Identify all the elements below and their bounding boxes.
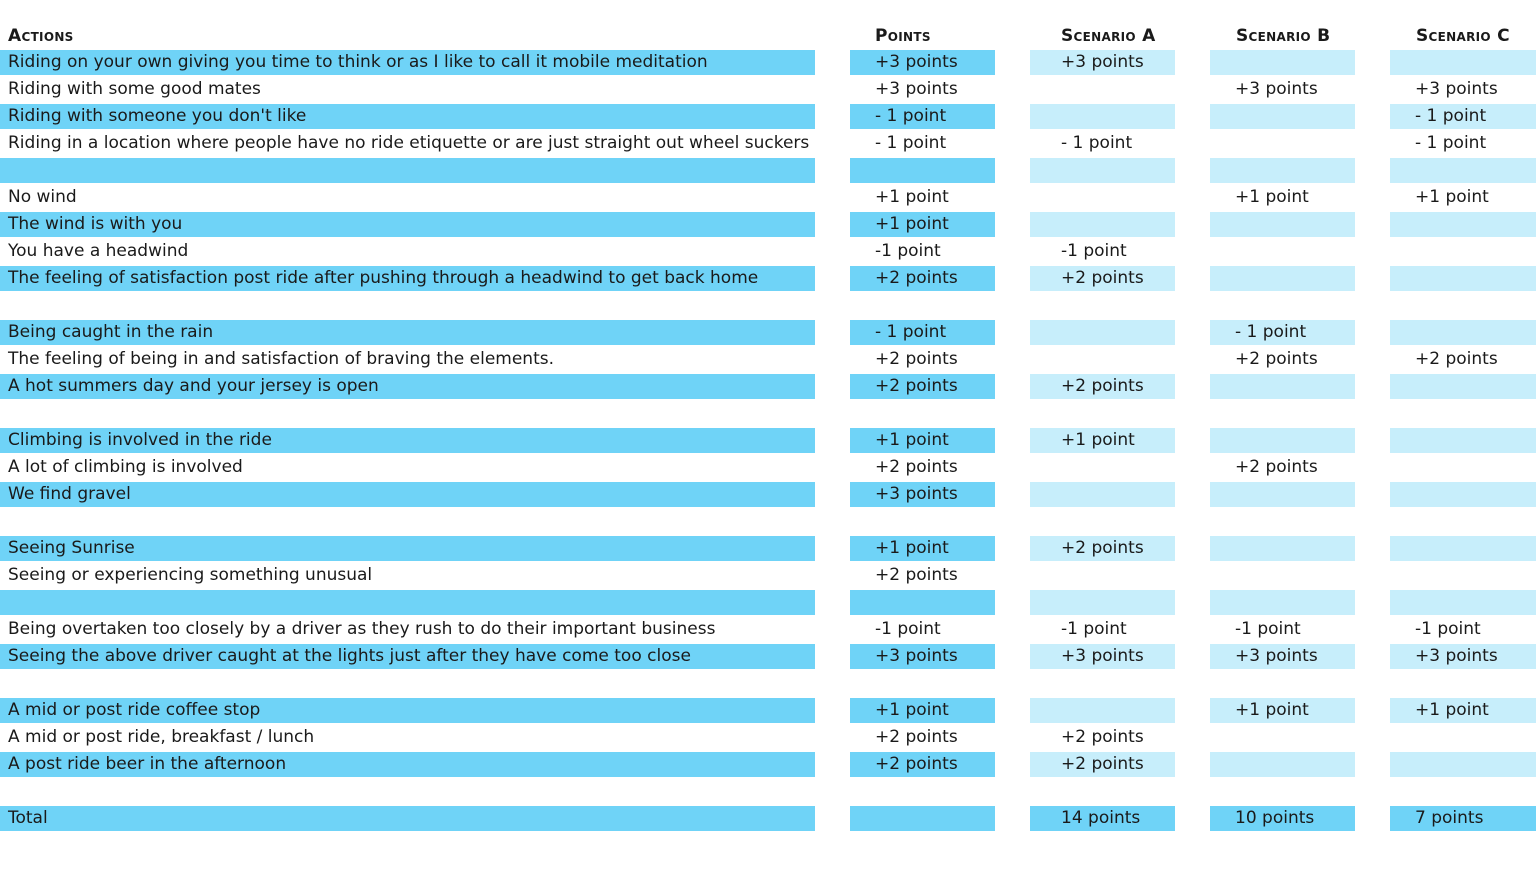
action-cell: Riding with some good mates [8, 79, 261, 99]
points-cell: - 1 point [850, 320, 995, 345]
scenario-a-cell: +1 point [1030, 428, 1175, 453]
action-cell: The wind is with you [0, 212, 815, 237]
scenario-b-cell [1210, 401, 1355, 426]
points-cell: +3 points [875, 79, 958, 99]
scenario-c-cell: +1 point [1390, 698, 1536, 723]
scenario-c-cell [1390, 752, 1536, 777]
scenario-c-cell [1390, 779, 1536, 804]
scenario-c-cell [1390, 482, 1536, 507]
action-cell: Riding with someone you don't like [0, 104, 815, 129]
action-cell [0, 671, 815, 696]
scenario-b-cell: +2 points [1235, 457, 1318, 477]
scenario-b-cell [1210, 590, 1355, 615]
action-cell: You have a headwind [8, 241, 189, 261]
total-scenario-c-cell: 7 points [1390, 806, 1536, 831]
action-cell: A mid or post ride coffee stop [0, 698, 815, 723]
scenario-b-cell [1210, 212, 1355, 237]
scenario-a-cell: - 1 point [1061, 133, 1133, 153]
scenario-b-cell [1210, 563, 1355, 588]
scenario-b-cell [1210, 104, 1355, 129]
scenario-b-cell [1210, 725, 1355, 750]
points-cell: +1 point [850, 536, 995, 561]
scenario-b-cell: +3 points [1235, 79, 1318, 99]
scenario-c-cell [1390, 293, 1536, 318]
action-cell [0, 509, 815, 534]
action-cell: The feeling of being in and satisfaction of braving the elements. [8, 349, 555, 369]
scenario-a-cell [1030, 401, 1175, 426]
total-points-cell [850, 806, 995, 831]
points-cell [850, 779, 995, 804]
points-cell: - 1 point [850, 104, 995, 129]
scenario-c-cell [1390, 158, 1536, 183]
scenario-c-cell [1390, 374, 1536, 399]
action-cell: A hot summers day and your jersey is open [0, 374, 815, 399]
scenario-b-cell [1210, 779, 1355, 804]
scenario-a-cell: +2 points [1030, 752, 1175, 777]
points-cell: +1 point [850, 428, 995, 453]
scenario-b-cell: - 1 point [1210, 320, 1355, 345]
header-scenario-a: Scenario A [1061, 26, 1156, 46]
scenario-b-cell: +1 point [1235, 187, 1309, 207]
scenario-b-cell: +2 points [1235, 349, 1318, 369]
scenario-a-cell: +3 points [1030, 644, 1175, 669]
scenario-c-cell [1390, 320, 1536, 345]
action-cell: A lot of climbing is involved [8, 457, 243, 477]
points-cell [850, 671, 995, 696]
scenario-b-cell: +1 point [1210, 698, 1355, 723]
scenario-c-cell: +2 points [1415, 349, 1498, 369]
action-cell: Riding on your own giving you time to think or as I like to call it mobile meditation [0, 50, 815, 75]
scenario-a-cell [1030, 77, 1175, 102]
scenario-c-cell [1390, 563, 1536, 588]
scenario-a-cell [1030, 104, 1175, 129]
action-cell: Seeing or experiencing something unusual [8, 565, 373, 585]
action-cell: Being caught in the rain [0, 320, 815, 345]
header-scenario-c: Scenario C [1416, 26, 1510, 46]
points-cell: +1 point [875, 187, 949, 207]
points-cell [850, 158, 995, 183]
header-points: Points [875, 26, 931, 46]
points-cell [850, 401, 995, 426]
action-cell: Seeing Sunrise [0, 536, 815, 561]
points-cell: +3 points [850, 50, 995, 75]
action-cell: Being overtaken too closely by a driver as they rush to do their important business [8, 619, 716, 639]
scenario-a-cell [1030, 482, 1175, 507]
scenario-c-cell: - 1 point [1415, 133, 1487, 153]
scenario-a-cell [1030, 212, 1175, 237]
scenario-c-cell [1390, 509, 1536, 534]
scenario-c-cell: -1 point [1415, 619, 1481, 639]
scenario-a-cell [1030, 779, 1175, 804]
scenario-c-cell [1390, 455, 1536, 480]
points-cell: +2 points [875, 457, 958, 477]
total-scenario-a-cell: 14 points [1030, 806, 1175, 831]
scenario-c-cell: +3 points [1415, 79, 1498, 99]
scenario-c-cell [1390, 266, 1536, 291]
scenario-c-cell [1390, 50, 1536, 75]
scenario-c-cell [1390, 590, 1536, 615]
points-cell [850, 590, 995, 615]
scenario-c-cell [1390, 401, 1536, 426]
action-cell: A post ride beer in the afternoon [0, 752, 815, 777]
points-cell: +1 point [850, 212, 995, 237]
points-cell: +2 points [875, 349, 958, 369]
action-cell: A mid or post ride, breakfast / lunch [8, 727, 315, 747]
total-action-cell: Total [0, 806, 815, 831]
scenario-a-cell: -1 point [1061, 619, 1127, 639]
scenario-a-cell [1030, 320, 1175, 345]
action-cell [0, 401, 815, 426]
scenario-b-cell: -1 point [1235, 619, 1301, 639]
scenario-a-cell: +2 points [1061, 727, 1144, 747]
points-cell: +3 points [850, 482, 995, 507]
points-cell [850, 293, 995, 318]
scenario-b-cell: +3 points [1210, 644, 1355, 669]
scenario-b-cell [1210, 374, 1355, 399]
points-cell: +1 point [850, 698, 995, 723]
scenario-a-cell [1030, 509, 1175, 534]
scenario-b-cell [1210, 293, 1355, 318]
scenario-a-cell [1030, 158, 1175, 183]
scenario-b-cell [1210, 482, 1355, 507]
scenario-b-cell [1210, 158, 1355, 183]
scenario-c-cell [1390, 239, 1536, 264]
scenario-a-cell [1030, 293, 1175, 318]
scenario-a-cell [1030, 347, 1175, 372]
scenario-c-cell: +1 point [1415, 187, 1489, 207]
scenario-b-cell [1210, 509, 1355, 534]
scenario-c-cell [1390, 725, 1536, 750]
points-cell: +2 points [875, 727, 958, 747]
action-cell [0, 158, 815, 183]
scenario-c-cell [1390, 536, 1536, 561]
total-scenario-b-cell: 10 points [1210, 806, 1355, 831]
points-cell: +2 points [875, 565, 958, 585]
header-scenario-b: Scenario B [1236, 26, 1331, 46]
scenario-b-cell [1210, 50, 1355, 75]
action-cell: No wind [8, 187, 77, 207]
action-cell: Riding in a location where people have no ride etiquette or are just straight out wheel suckers [8, 133, 810, 153]
scenario-a-cell: +2 points [1030, 536, 1175, 561]
scenario-a-cell: -1 point [1061, 241, 1127, 261]
points-cell: +2 points [850, 266, 995, 291]
scenario-a-cell: +2 points [1030, 266, 1175, 291]
points-cell: +2 points [850, 752, 995, 777]
scenario-b-cell [1210, 536, 1355, 561]
action-cell: We find gravel [0, 482, 815, 507]
scenario-c-cell: - 1 point [1390, 104, 1536, 129]
points-cell: +3 points [850, 644, 995, 669]
points-cell: +2 points [850, 374, 995, 399]
scenario-a-cell [1030, 455, 1175, 480]
scenario-c-cell: +3 points [1390, 644, 1536, 669]
scenario-c-cell [1390, 212, 1536, 237]
action-cell [0, 293, 815, 318]
scenario-a-cell [1030, 590, 1175, 615]
points-cell [850, 509, 995, 534]
scenario-b-cell [1210, 239, 1355, 264]
action-cell: Climbing is involved in the ride [0, 428, 815, 453]
scenario-b-cell [1210, 428, 1355, 453]
scenario-b-cell [1210, 266, 1355, 291]
action-cell: Seeing the above driver caught at the lights just after they have come too close [0, 644, 815, 669]
scenario-a-cell [1030, 563, 1175, 588]
scenario-b-cell [1210, 752, 1355, 777]
scenario-b-cell [1210, 671, 1355, 696]
scenario-c-cell [1390, 671, 1536, 696]
scenario-c-cell [1390, 428, 1536, 453]
points-cell: - 1 point [875, 133, 947, 153]
points-cell: -1 point [875, 241, 941, 261]
scenario-a-cell [1030, 671, 1175, 696]
action-cell: The feeling of satisfaction post ride after pushing through a headwind to get back home [0, 266, 815, 291]
scenario-a-cell: +3 points [1030, 50, 1175, 75]
action-cell [0, 590, 815, 615]
scenario-b-cell [1210, 131, 1355, 156]
points-cell: -1 point [875, 619, 941, 639]
header-actions: Actions [8, 26, 74, 46]
scenario-a-cell: +2 points [1030, 374, 1175, 399]
scenario-a-cell [1030, 185, 1175, 210]
scenario-a-cell [1030, 698, 1175, 723]
action-cell [0, 779, 815, 804]
